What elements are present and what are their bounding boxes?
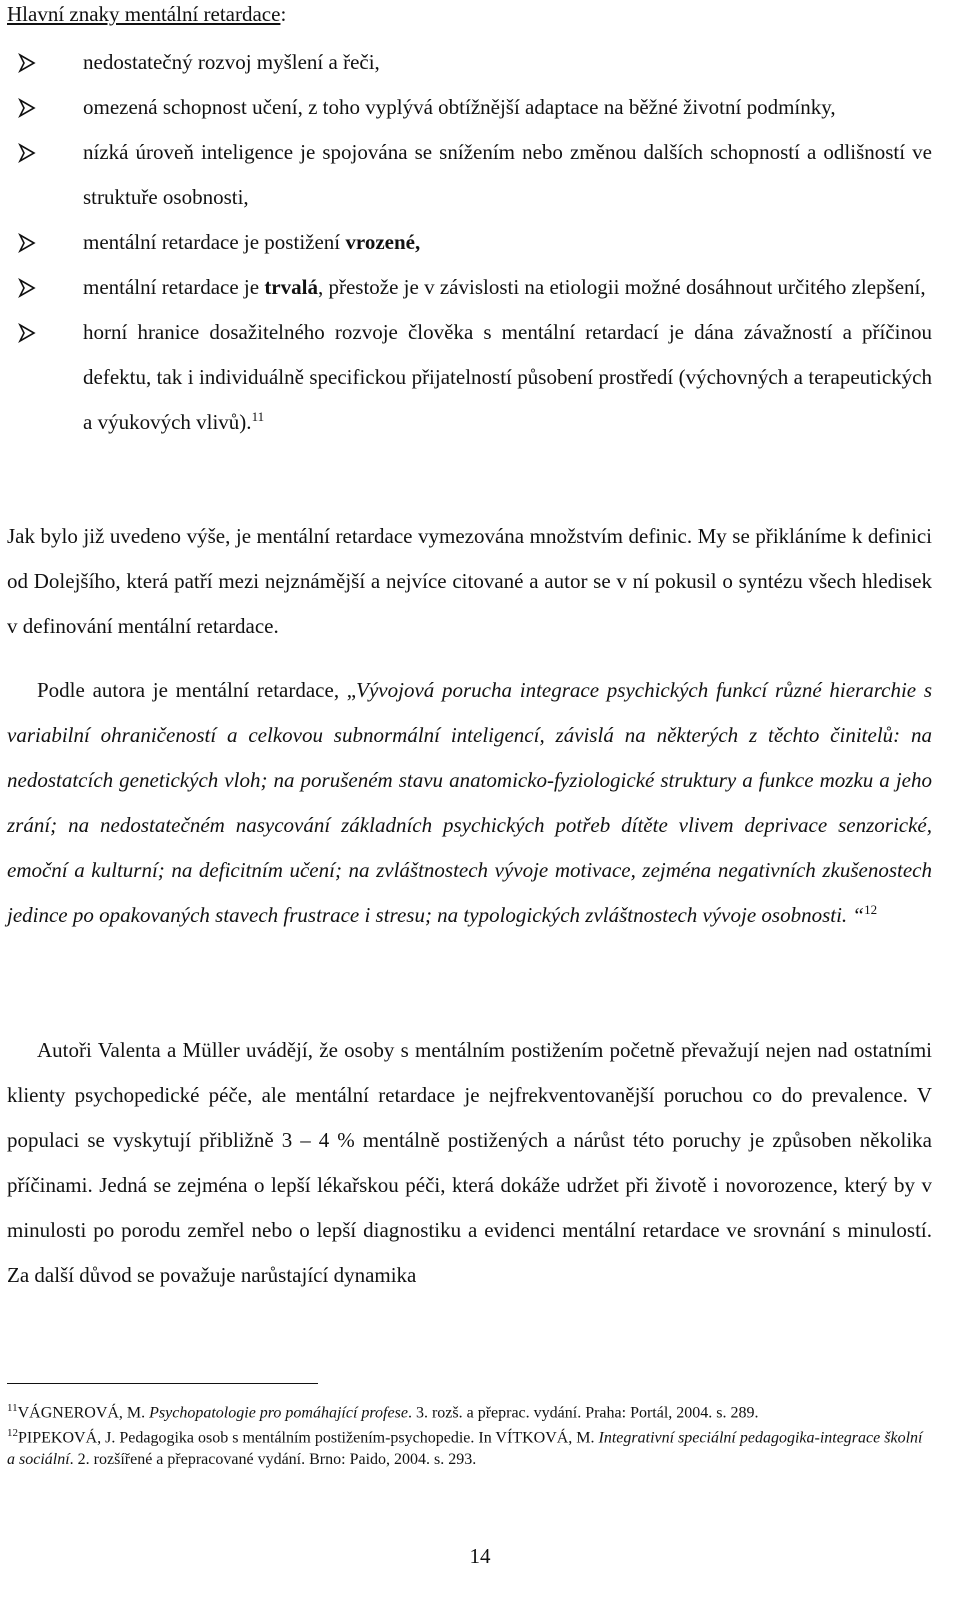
page-number: 14 bbox=[469, 1544, 491, 1568]
arrow-bullet-icon bbox=[18, 323, 36, 343]
bullet-text: horní hranice dosažitelného rozvoje člověka s mentální retardací je dána závažností a příčinou defektu, tak i individuálně specifickou přijatelností působení prostředí (výchovných a terapeutických a výukových vlivů). bbox=[83, 320, 932, 434]
list-item bbox=[0, 310, 960, 445]
footnote-number: 12 bbox=[7, 1427, 18, 1440]
bullet-text: nízká úroveň inteligence je spojována se snížením nebo změnou dalších schopností a odlišností ve struktuře osobnosti, bbox=[83, 140, 932, 209]
list-item bbox=[0, 265, 960, 310]
bullet-text: nedostatečný rozvoj myšlení a řeči, bbox=[83, 50, 380, 74]
footnote-number: 11 bbox=[7, 1402, 18, 1414]
arrow-bullet-icon bbox=[18, 53, 36, 73]
footnote-text-post: . 3. rozš. a přeprac. vydání. Praha: Portál, 2004. s. 289. bbox=[407, 1404, 759, 1422]
bullet-text: mentální retardace je postižení bbox=[83, 230, 346, 254]
footnote-ref[interactable]: 12 bbox=[864, 902, 878, 917]
paragraph-prevalence: Autoři Valenta a Müller uvádějí, že osoby s mentálním postižením početně převažují nejen nad ostatními klienty psychopedické péče, ale mentální retardace je nejfrekventovanější poruchou co do prevalence. V populaci se vyskytují přibližně 3 – 4 % mentálně postižených a nárůst této poruchy je způsoben několika příčinami. Jedná se zejména o lepší lékařskou péči, která dokáže udržet při životě i novorozence, který by v minulosti po porodu zemřel nebo o lepší diagnostiku a evidenci mentální retardace ve srovnání s minulostí. Za další důvod se považuje narůstající dynamika bbox=[7, 1038, 932, 1287]
quote-text: Vývojová porucha integrace psychických funkcí různé hierarchie s variabilní ohraničeností a celkovou subnormální inteligencí, závislá na některých z těchto činitelů: na nedostatcích genetických vloh; na porušeném stavu anatomicko-fyziologické struktury a funkce mozku a jeho zrání; na nedostatečném nasycování základních psychických potřeb dítěte vlivem deprivace senzorické, emoční a kulturní; na deficitním učení; na zvláštnostech vývoje motivace, zejména negativních zkušenostech jedince po opakovaných stavech frustrace i stresu; na typologických zvláštnostech vývoje osobnosti. bbox=[7, 678, 933, 927]
bullet-text: omezená schopnost učení, z toho vyplývá obtížnější adaptace na běžné životní podmínky, bbox=[83, 95, 836, 119]
arrow-bullet-icon bbox=[18, 143, 36, 163]
footnote-text: VÁGNEROVÁ, M. bbox=[17, 1404, 150, 1422]
list-item bbox=[0, 85, 960, 130]
quote-intro: Podle autora je mentální retardace, „ bbox=[37, 678, 357, 702]
quote-close: “ bbox=[847, 903, 865, 927]
footnote-title: Integrativní speciální pedagogika-integrace školní a sociální bbox=[7, 1429, 923, 1468]
bullet-bold: vrozené, bbox=[345, 230, 421, 254]
footnote-title: Psychopatologie pro pomáhající profese bbox=[149, 1404, 408, 1422]
heading-label: Hlavní znaky mentální retardace bbox=[7, 2, 281, 26]
footnote-text-post: . 2. rozšířené a přepracované vydání. Brno: Paido, 2004. s. 293. bbox=[69, 1450, 477, 1468]
footnote-item bbox=[7, 1423, 932, 1469]
arrow-bullet-icon bbox=[18, 278, 36, 298]
paragraph-definition-quote bbox=[7, 668, 932, 938]
arrow-bullet-icon bbox=[18, 233, 36, 253]
bullet-list bbox=[0, 40, 960, 445]
footnote-separator bbox=[7, 1383, 318, 1384]
arrow-bullet-icon bbox=[18, 98, 36, 118]
footnotes bbox=[7, 1398, 932, 1470]
bullet-text: mentální retardace je bbox=[83, 275, 265, 299]
footnote-item bbox=[7, 1398, 932, 1423]
heading-colon: : bbox=[280, 2, 287, 26]
bullet-text-post: , přestože je v závislosti na etiologii možné dosáhnout určitého zlepšení, bbox=[317, 275, 926, 299]
list-item bbox=[0, 220, 960, 265]
list-item bbox=[0, 40, 960, 85]
list-item bbox=[0, 130, 960, 220]
section-heading bbox=[7, 2, 286, 26]
footnote-ref[interactable]: 11 bbox=[251, 409, 265, 424]
footnote-text: PIPEKOVÁ, J. Pedagogika osob s mentálním postižením-psychopedie. In VÍTKOVÁ, M. bbox=[18, 1429, 599, 1447]
bullet-bold: trvalá bbox=[264, 275, 318, 299]
paragraph-definitions: Jak bylo již uvedeno výše, je mentální retardace vymezována množstvím definic. My se přikláníme k definici od Dolejšího, která patří mezi nejznámější a nejvíce citované a autor se v ní pokusil o syntézu všech hledisek v definování mentální retardace. bbox=[7, 524, 932, 638]
